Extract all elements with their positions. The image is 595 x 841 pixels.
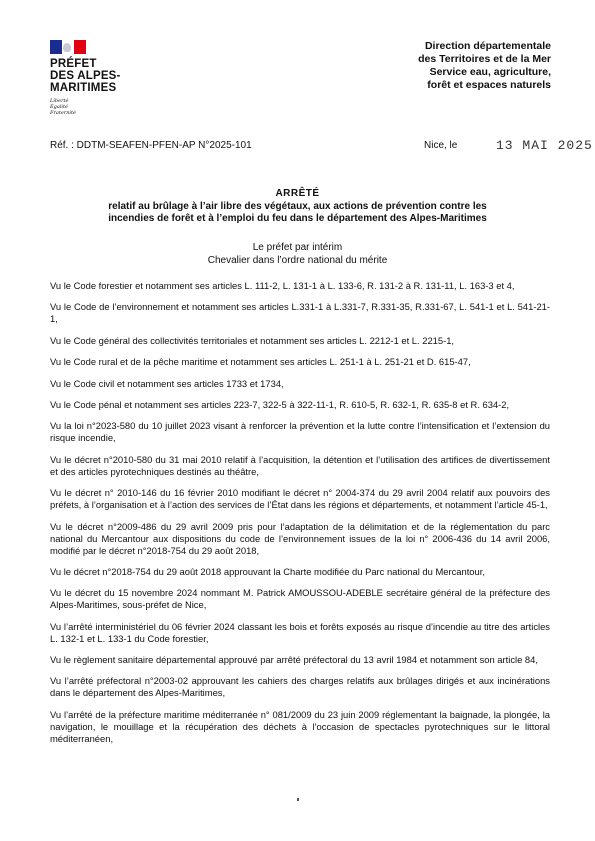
visa-item: Vu le Code forestier et notamment ses articles L. 111-2, L. 131-1 à L. 133-6, R. 131-2 à R. 131-11, L. 163-3 et 4,	[50, 280, 515, 291]
prefet-name	[50, 58, 170, 94]
reference-number: Réf. : DDTM-SEAFEN-PFEN-AP N°2025-101	[50, 140, 252, 151]
motto-liberte: Liberté	[50, 98, 69, 104]
title-line-1: relatif au brûlage à l’air libre des végétaux, aux actions de prévention contre les	[108, 200, 487, 212]
prefet-line-3: MARITIMES	[50, 82, 117, 94]
visa-item: Vu le Code civil et notamment ses articles 1733 et 1734,	[50, 377, 284, 389]
prefet-signatory	[40, 241, 555, 267]
document-title	[40, 188, 555, 226]
motto-fraternite: Fraternité	[50, 110, 76, 116]
visa-item: Vu l’arrêté interministériel du 06 février 2024 classant les bois et forêts exposés au risque d’incendie au titre des articles L. 132-1 et L. 133-1 du Code forestier,	[50, 620, 550, 644]
direction-line-1: Direction départementale	[424, 40, 551, 52]
prefet-line-2: DES ALPES-	[50, 70, 121, 82]
visa-item: Vu le Code de l’environnement et notamment ses articles L.331-1 à L.331-7, R.331-35, R.331-67, L. 541-1 et L. 541-21-1,	[50, 301, 550, 325]
visa-item: Vu le décret n°2018-754 du 29 août 2018 approuvant la Charte modifiée du Parc national du Mercantour,	[50, 565, 485, 577]
visa-item: Vu l’arrêté préfectoral n°2003-02 approuvant les cahiers des charges relatifs aux brûlages dirigés et aux incinérations dans le département des Alpes-Maritimes,	[50, 675, 550, 699]
prefet-line-1: PRÉFET	[50, 58, 97, 70]
direction-line-4: forêt et espaces naturels	[427, 79, 551, 91]
visa-item: Vu l’arrêté de la préfecture maritime méditerranée n° 081/2009 du 23 juin 2009 réglementant la baignade, la plongée, la navigation, le mouillage et la récupération des déchets à l’occasion de spectacles pyrotechniques sur le littoral méditerranéen,	[50, 708, 550, 744]
republic-motto	[50, 98, 170, 116]
title-main: ARRÊTÉ	[275, 188, 320, 199]
marianne-flag-icon	[50, 40, 86, 54]
title-line-2: incendies de forêt et à l’emploi du feu dans le département des Alpes-Maritimes	[108, 213, 487, 224]
direction-line-2: des Territoires et de la Mer	[418, 53, 551, 65]
prefet-distinction: Chevalier dans l’ordre national du mérite	[207, 255, 388, 266]
date-stamp: 13 MAI 2025	[496, 138, 593, 153]
visa-item: Vu la loi n°2023-580 du 10 juillet 2023 visant à renforcer la prévention et la lutte contre l’intensification et l’extension du risque incendie,	[50, 420, 550, 444]
issuing-service	[341, 40, 551, 92]
visa-item: Vu le décret n°2009-486 du 29 avril 2009 pris pour l’adaptation de la délimitation et de la réglementation du parc national du Mercantour aux dispositions du code de l’environnement issues de la loi n° 2006-436 du 14 avril 2006, modifié par le décret n°2018-754 du 29 août 2018,	[50, 520, 550, 556]
place-label: Nice, le	[424, 140, 458, 151]
visa-item: Vu le Code pénal et notamment ses articles 223-7, 322-5 à 322-11-1, R. 610-5, R. 632-1, R. 635-8 et R. 634-2,	[50, 398, 510, 410]
visa-item: Vu le décret n°2010-580 du 31 mai 2010 relatif à l’acquisition, la détention et l’utilisation des artifices de divertissement et des articles pyrotechniques destinés au théâtre,	[50, 453, 550, 477]
prefet-title: Le préfet par intérim	[252, 242, 343, 253]
visa-item: Vu le décret n° 2010-146 du 16 février 2010 modifiant le décret n° 2004-374 du 29 avril 2004 relatif aux pouvoirs des préfets, à l’organisation et à l’action des services de l’État dans les régions et départements, et notamment l’article 45-1,	[50, 487, 550, 511]
direction-line-3: Service eau, agriculture,	[429, 66, 551, 78]
page-mark	[297, 798, 299, 801]
visa-item: Vu le Code général des collectivités territoriales et notamment ses articles L. 2212-1 et L. 2215-1,	[50, 334, 455, 346]
prefecture-logo	[50, 40, 170, 116]
visa-item: Vu le règlement sanitaire départemental approuvé par arrêté préfectoral du 13 avril 1984 et notamment son article 84,	[50, 654, 538, 666]
motto-egalite: Égalité	[50, 104, 68, 110]
visas-list	[50, 280, 550, 752]
visa-item: Vu le décret du 15 novembre 2024 nommant M. Patrick AMOUSSOU-ADEBLE secrétaire général de la préfecture des Alpes-Maritimes, sous-préfet de Nice,	[50, 587, 550, 611]
visa-item: Vu le Code rural et de la pêche maritime et notamment ses articles L. 251-1 à L. 251-21 et D. 615-47,	[50, 356, 471, 368]
